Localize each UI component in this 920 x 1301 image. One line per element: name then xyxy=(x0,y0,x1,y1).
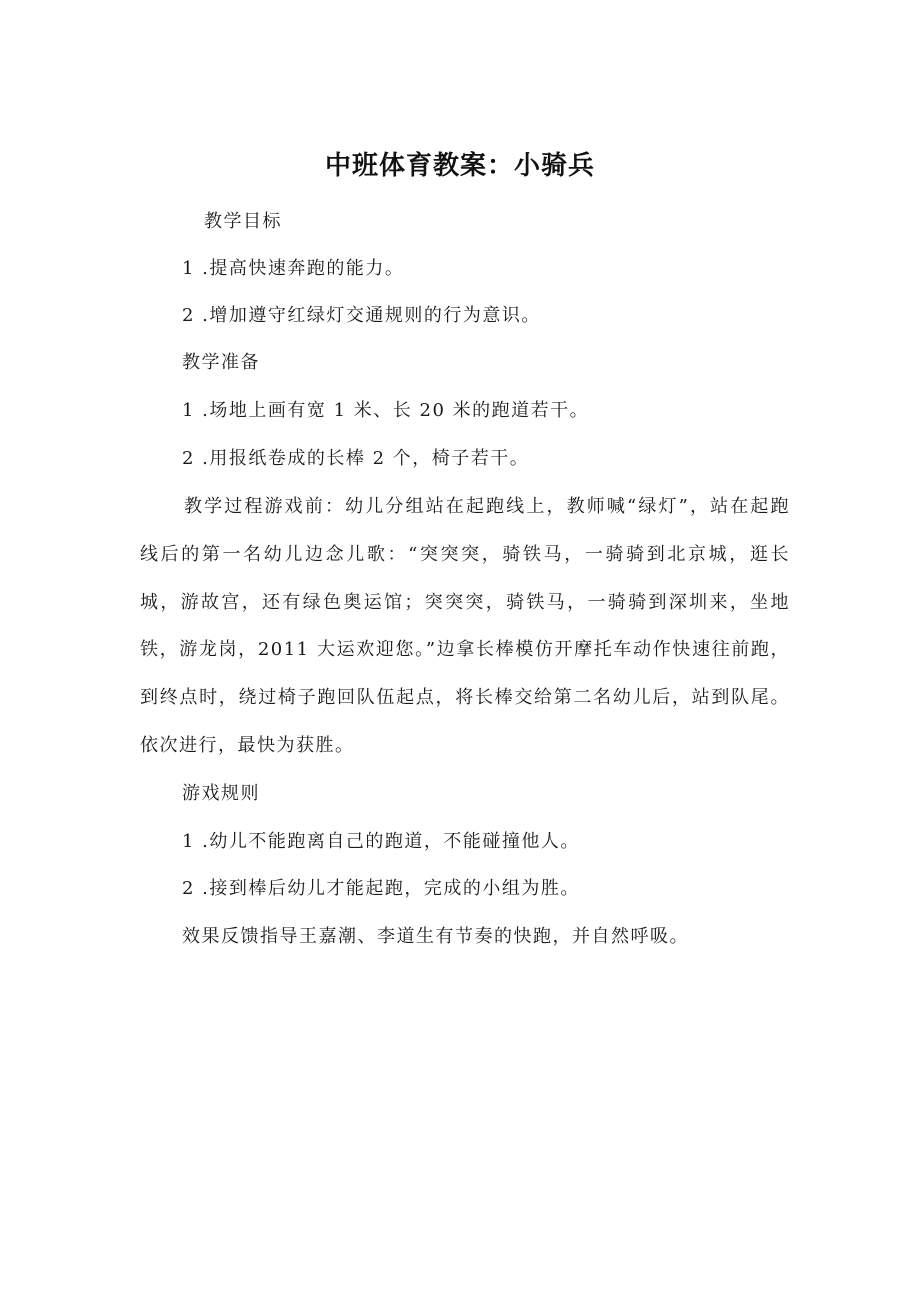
goals-item-1: 1 .提高快速奔跑的能力。 xyxy=(182,258,405,279)
feedback-paragraph: 效果反馈指导王嘉潮、李道生有节奏的快跑，并自然呼吸。 xyxy=(182,926,689,947)
prep-item-2: 2 .用报纸卷成的长棒 2 个，椅子若干。 xyxy=(182,448,530,469)
rules-item-1: 1 .幼儿不能跑离自己的跑道，不能碰撞他人。 xyxy=(182,831,580,852)
prep-item-1: 1 .场地上画有宽 1 米、长 20 米的跑道若干。 xyxy=(182,400,590,421)
process-paragraph: 教学过程游戏前：幼儿分组站在起跑线上，教师喊“绿灯”，站在起跑线后的第一名幼儿边念儿歌：“突突突，骑铁马，一骑骑到北京城，逛长城，游故宫，还有绿色奥运馆；突突突，骑铁马，一骑骑到深圳来，坐地铁，游龙岗，2011 大运欢迎您。”边拿长棒模仿开摩托车动作快速往前跑，到终点时，绕过椅子跑回队伍起点，将长棒交给第二名幼儿后，站到队尾。依次进行，最快为获胜。 xyxy=(140,496,790,756)
document-title: 中班体育教案：小骑兵 xyxy=(324,151,595,181)
rules-item-2: 2 .接到棒后幼儿才能起跑，完成的小组为胜。 xyxy=(182,878,580,899)
rules-heading: 游戏规则 xyxy=(182,783,260,804)
goals-item-2: 2 .增加遵守红绿灯交通规则的行为意识。 xyxy=(182,305,541,326)
goals-heading: 教学目标 xyxy=(204,211,282,232)
prep-heading: 教学准备 xyxy=(182,352,260,373)
